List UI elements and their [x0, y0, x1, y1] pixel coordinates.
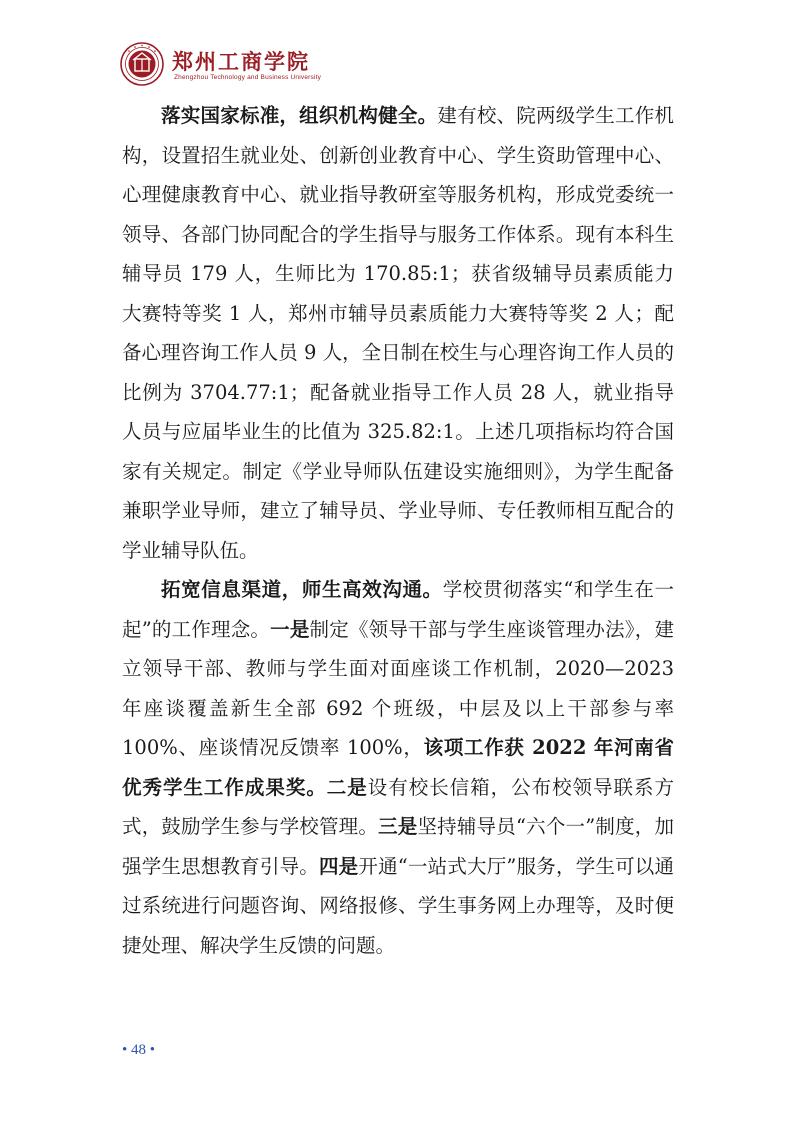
paragraph-text: 学校贯彻落实“和学生在一起”的工作理念。 [122, 578, 674, 641]
page-number: • 48 • [122, 1042, 156, 1058]
item-marker-one: 一是 [270, 617, 310, 641]
item-marker-four: 四是 [318, 854, 359, 878]
paragraph-heading: 落实国家标准，组织机构健全。 [161, 104, 438, 127]
page-body [122, 96, 674, 965]
paragraph-text: 设有校长信箱，公布校领导联系方式，鼓励学生参与学校管理。 [122, 775, 674, 838]
university-name-english: Zhengzhou Technology and Business University [174, 74, 322, 81]
university-name: 郑州工商学院 [172, 49, 310, 74]
page-header [120, 40, 520, 90]
paragraph-text: 开通“一站式大厅”服务，学生可以通过系统进行问题咨询、网络报修、学生事务网上办理等，及时便捷处理、解决学生反馈的问题。 [122, 854, 674, 957]
paragraph-organization [122, 96, 674, 570]
university-seal-icon [120, 42, 164, 86]
award-highlight: 该项工作获 2022 年河南省优秀学生工作成果奖。二是 [122, 736, 674, 799]
paragraph-text: 建有校、院两级学生工作机构，设置招生就业处、创新创业教育中心、学生资助管理中心、心理健康教育中心、就业指导教研室等服务机构，形成党委统一领导、各部门协同配合的学生指导与服务工作体系。现有本科生辅导员 179 人，生师比为 170.85:1；获省级辅导员素质能力大赛特等奖 1 人，郑州市辅导员素质能力大赛特等奖 2 人；配备心理咨询工作人员 9 人，全日制在校生与心理咨询工作人员的比例为 3704.77:1；配备就业指导工作人员 28 人，就业指导人员与应届毕业生的比值为 325.82:1。上述几项指标均符合国家有关规定。制定《学业导师队伍建设实施细则》，为学生配备兼职学业导师，建立了辅导员、学业导师、专任教师相互配合的学业辅导队伍。 [122, 104, 674, 562]
paragraph-communication [122, 570, 674, 965]
paragraph-text: 制定《领导干部与学生座谈管理办法》，建立领导干部、教师与学生面对面座谈工作机制，2020—2023 年座谈覆盖新生全部 692 个班级，中层及以上干部参与率 100%、座谈情况反馈率 100%， [122, 617, 674, 759]
paragraph-text: 坚持辅导员“六个一”制度，加强学生思想教育引导。 [122, 815, 674, 878]
paragraph-heading: 拓宽信息渠道，师生高效沟通。 [161, 578, 443, 601]
item-marker-three: 三是 [378, 815, 418, 838]
